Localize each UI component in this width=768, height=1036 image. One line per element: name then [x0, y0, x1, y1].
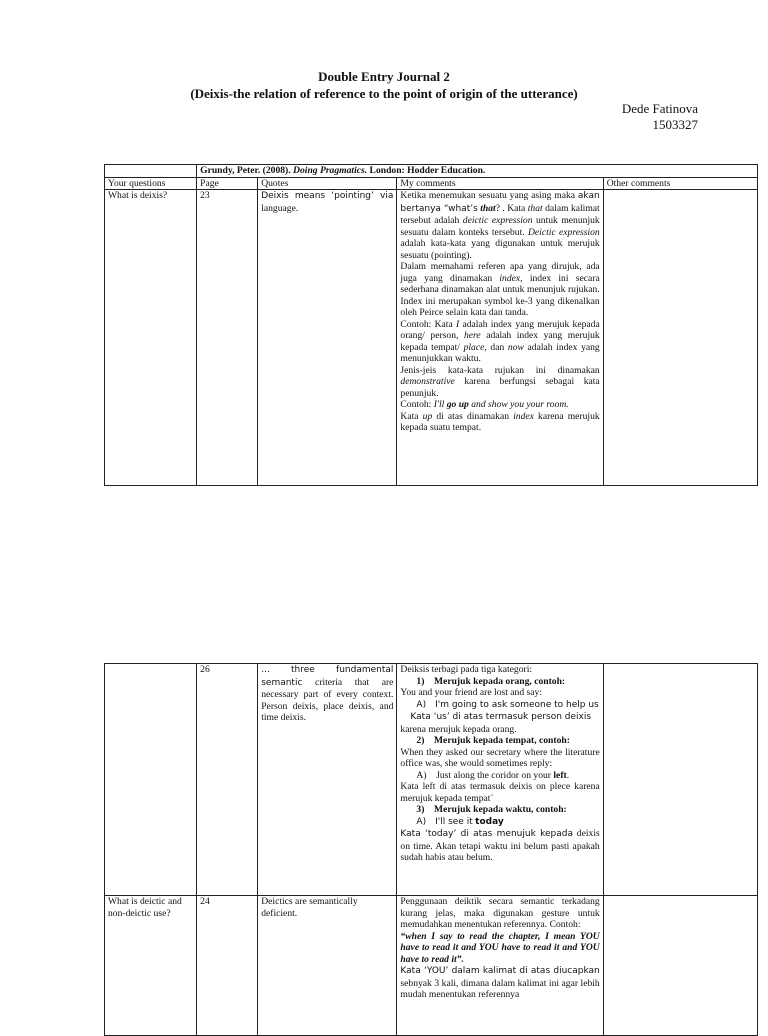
comment-text: sebnyak 3 kali, dimana dalam kalimat ini agar lebih mudah menentukan referennya [400, 977, 600, 1000]
comment-text: dan [490, 341, 505, 353]
comment-italic: go up [446, 399, 469, 410]
comment-paragraph [400, 190, 599, 261]
comment-text: karena merujuk kepada suatu tempat. [400, 410, 600, 433]
comment-text: Deiksis terbagi pada tiga kategori: [400, 664, 533, 675]
table-row [105, 664, 758, 896]
comment-italic: index, [499, 272, 523, 284]
quote-handwritten: Deixis means ‘pointing’ via [261, 191, 394, 201]
author-id: 1503327 [652, 117, 698, 132]
comment-handwritten: today [475, 816, 504, 827]
quote-text: language. [261, 202, 299, 214]
comment-italic: demonstrative [400, 376, 455, 387]
quote-cell: Deictics are semantically deficient. [258, 896, 397, 1036]
comment-text: deixis on time. Akan tetapi waktu ini belum pasti apakah sudah habis atau belum. [400, 828, 600, 863]
comment-heading: 3) Merujuk kepada waktu, contoh: [416, 804, 567, 815]
comment-text: A) Just along the coridor on your [416, 769, 551, 781]
reference-publisher: London: Hodder Education. [369, 165, 486, 176]
other-comments-cell [603, 896, 757, 1036]
other-comments-cell [603, 190, 757, 486]
column-header-questions: Your questions [105, 177, 197, 190]
comment-note [400, 711, 599, 724]
comment-cell [397, 190, 603, 486]
comment-italic: I'll [433, 399, 445, 410]
comment-italic: place, [463, 341, 487, 353]
comment-note [400, 828, 599, 864]
comment-handwritten: akan bertanya “what’s [400, 191, 600, 214]
table-row [105, 190, 758, 486]
comment-italic: here [463, 330, 481, 341]
document-subtitle: (Deixis-the relation of reference to the point of origin of the utterance) [190, 86, 578, 101]
reference-empty-cell [105, 165, 197, 178]
comment-italic: index [513, 410, 534, 422]
comment-handwritten: Kata ‘us’ di atas termasuk person deixis [410, 712, 592, 722]
comment-text: untuk menunjuk sesuatu dalam konteks tersebut. [400, 215, 600, 238]
comment-text: When they asked our secretary where the literature office was, she would sometimes reply: [400, 746, 600, 769]
comment-heading: 2) Merujuk kepada tempat, contoh: [416, 735, 570, 746]
comment-italic: I [456, 318, 460, 330]
quote-handwritten: ... three fundamental semantic [261, 665, 394, 688]
comment-paragraph [400, 365, 599, 400]
page-cell: 23 [197, 190, 258, 486]
reference-row [105, 165, 758, 178]
comment-text: adalah kata-kata yang digunakan untuk merujuk sesuatu (pointing). [400, 238, 600, 261]
other-comments-cell [603, 664, 757, 896]
comment-heading: 1) Merujuk kepada orang, contoh: [416, 675, 566, 687]
question-cell [105, 664, 197, 896]
comment-handwritten: A) I'll see it [416, 816, 473, 827]
comment-cell [397, 896, 603, 1036]
header-row [105, 177, 758, 190]
column-header-quotes: Quotes [258, 177, 397, 190]
comment-handwritten: A) I'm going to ask someone to help us [416, 699, 599, 710]
comment-paragraph [400, 411, 599, 434]
comment-italic: deictic expression [462, 215, 533, 226]
comment-handwritten: Kata ‘today’ di atas menujuk kepada [400, 829, 573, 839]
comment-quote: “when I say to read the chapter, I mean YOU have to read it and YOU have to read it and YOU have to read it”. [400, 930, 600, 965]
comment-example [400, 816, 599, 829]
question-cell: What is deictic and non-deictic use? [105, 896, 197, 1036]
comment-example [400, 699, 599, 712]
author-name: Dede Fatinova [621, 101, 698, 116]
comment-text: Kata [400, 410, 419, 422]
reference-cell [197, 165, 758, 178]
comment-text: Ketika menemukan sesuatu yang asing maka [400, 190, 576, 201]
comment-italic: up [422, 410, 433, 422]
comment-italic: Deictic expression [528, 226, 600, 238]
reference-authors: Grundy, Peter. (2008). [200, 165, 291, 176]
comment-text: . [566, 769, 570, 781]
comment-italic: that [527, 202, 543, 214]
page-cell: 26 [197, 664, 258, 896]
title-block [0, 68, 768, 102]
comment-handwritten: Kata ‘YOU’ dalam kalimat di atas diucapkan [400, 966, 600, 976]
author-block [622, 101, 698, 133]
comment-note [400, 965, 599, 1001]
column-header-comments: My comments [397, 177, 603, 190]
comment-text: Penggunaan deiktik secara semantic terkadang kurang jelas, maka digunakan gesture untuk memudahkan menentukan referennya. Contoh: [400, 896, 600, 930]
comment-text: di atas dinamakan [436, 410, 510, 422]
comment-text: karena merujuk kepada orang. [400, 723, 517, 735]
comment-cell [397, 664, 603, 896]
comment-italic: and show you your room. [471, 399, 569, 410]
comment-text: dalam kalimat tersebut adalah [400, 202, 600, 226]
comment-text: Contoh: [400, 399, 432, 410]
reference-book: Doing Pragmatics. [293, 165, 368, 176]
comment-paragraph [400, 261, 599, 319]
comment-italic: now [507, 341, 524, 353]
comment-text: adalah index yang merujuk kepada orang/ person, [400, 318, 600, 341]
comment-text: Jenis-jeis kata-kata rujukan ini dinamakan [400, 364, 600, 376]
document-title: Double Entry Journal 2 [318, 69, 450, 84]
comment-text: You and your friend are lost and say: [400, 687, 542, 698]
comment-text: Dalam memahami referen apa yang dirujuk, ada juga yang dinamakan [400, 261, 600, 284]
question-cell: What is deixis? [105, 190, 197, 486]
comment-paragraph [400, 319, 599, 365]
comment-paragraph [400, 399, 599, 411]
quote-cell [258, 664, 397, 896]
comment-italic: that [480, 202, 496, 214]
column-header-page: Page [197, 177, 258, 190]
comment-text: adalah index yang merujuk kepada tempat/ [400, 330, 600, 353]
comment-text: index ini secara sederhana dinamakan alat untuk menunjuk rujukan. Index ini merupakan symbol ke-3 yang dikenalkan oleh Peirce selain kata dan tanda. [400, 272, 600, 318]
column-header-other: Other comments [603, 177, 757, 190]
journal-table-2 [104, 663, 758, 1036]
comment-text: Contoh: Kata [400, 318, 453, 330]
journal-table-1 [104, 164, 758, 486]
comment-example [400, 770, 599, 782]
quote-cell [258, 190, 397, 486]
comment-text: adalah index yang menunjukkan waktu. [400, 341, 600, 364]
comment-text: karena berfungsi sebagai kata penunjuk. [400, 376, 600, 399]
page-cell: 24 [197, 896, 258, 1036]
quote-text: criteria that are necessary part of every context. Person deixis, place deixis, and time deixis. [261, 676, 394, 723]
comment-text: ? . Kata [495, 202, 526, 214]
table-row [105, 896, 758, 1036]
comment-text: Kata left di atas termasuk deixis on plece karena merujuk kepada tempat` [400, 781, 600, 804]
comment-bold: left [553, 769, 567, 781]
